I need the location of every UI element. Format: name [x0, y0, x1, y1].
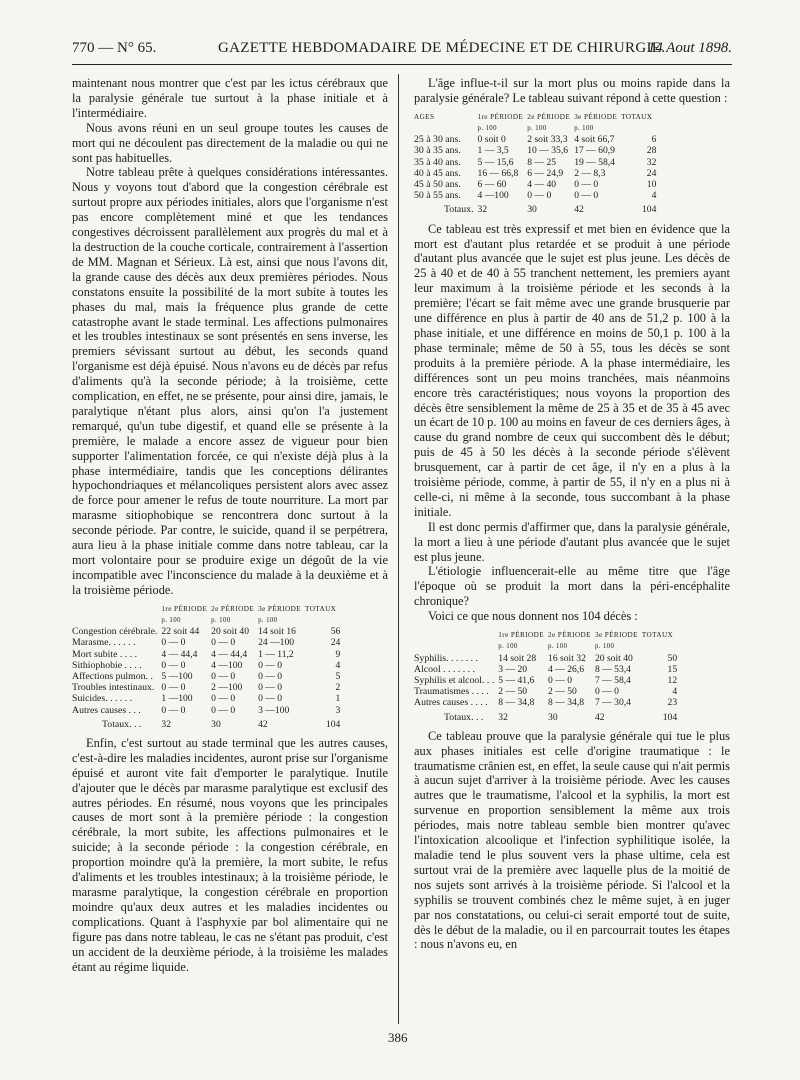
table-cell: 32	[498, 711, 508, 723]
table-cell: 12	[667, 674, 678, 686]
table-header-cell: 1re PÉRIODE	[498, 631, 545, 640]
table-cell: 8 — 25	[527, 156, 557, 168]
table-cell: 5 — 15,6	[477, 156, 514, 168]
table-cell: 2 soit 33,3	[527, 134, 568, 146]
table-total-row	[414, 709, 677, 723]
table-row	[72, 626, 340, 637]
table-cell: 14 soit 16	[258, 626, 296, 638]
table-cell: Autres causes . . .	[72, 704, 141, 716]
table-cell: 42	[258, 718, 268, 730]
table-cell: 4 soit 66,7	[574, 134, 615, 146]
table-cell: 104	[662, 711, 678, 723]
table-cell: 1 — 3,5	[477, 145, 509, 157]
table-cell: 4	[672, 686, 678, 698]
page-number: 386	[388, 1030, 408, 1045]
table-header-cell: 3e PÉRIODE	[594, 631, 638, 640]
table-row	[414, 179, 656, 190]
table-header-cell: 2e PÉRIODE	[527, 112, 571, 121]
table-cell: 50	[667, 652, 678, 664]
table-cell: 5	[335, 670, 341, 682]
table-header-cell	[72, 604, 161, 615]
table-cell: 0 — 0	[258, 693, 283, 705]
table-cell: 4 —100	[477, 190, 509, 202]
table-cell: 0 — 0	[574, 190, 599, 202]
table-cell: 4 — 44,4	[161, 648, 198, 660]
table-cell: Totaux. . .	[444, 711, 484, 723]
table-cell: 28	[646, 145, 657, 157]
etiology-table	[414, 630, 677, 723]
table-header-cell: TOTAUX	[641, 631, 674, 640]
paragraph: L'âge influe-t-il sur la mort plus ou moins rapide dans la paralysie générale? Le tableau suivant répond à cette question :	[414, 76, 730, 105]
table-subheader-cell	[72, 615, 161, 626]
table-cell: 10 — 35,6	[527, 145, 569, 157]
table-cell: 2 — 50	[548, 686, 577, 698]
paragraph: Notre tableau prête à quelques considérations intéressantes. Nous y voyons tout d'abord que la congestion cérébrale est surtout propre aux périodes initiales, alors que l'organisme n'est pas encore complètement miné et que les tendances congestives décroissent parallèlement aux progrès du mal et à la destruction de la couche corticale, contrairement à l'assertion de MM. Magnan et Sérieux. Là est, ainsi que nous l'avons dit, la grande cause des décès aux deux premières périodes. Nous constatons ensuite la possibilité de la mort subite à toutes les phases du mal, mais la fréquence plus grande de cette catastrophe avant le stade terminal. Les affections pulmonaires et les troubles intestinaux se sont présentés en sens inverse, les premiers sévissant surtout au début, les seconds quand l'organisme est déjà épuisé. Nous n'avons eu de décès par refus d'aliments qu'à la seconde période; à la troisième, cette complication, en effet, ne se présente, pour ainsi dire, jamais, le paralytique n'étant plus alors, ainsi qu'on l'a justement remarqué, qu'un tube digestif, et quand elle se présente à la première, le malade a encore assez de vigueur pour bien supporter l'alimentation forcée, ce qui n'existe déjà plus à la phase intermédiaire, tandis que les conceptions délirantes hypochondriaques et mélancoliques persistent alors avec assez de force pour amener le refus de toute nourriture. La mort par marasme sitiophobique se rencontrera donc surtout à la seconde période. Par contre, le suicide, quand il se perpétrera, aura lieu à la phase initiale comme dans notre tableau, car la mort volontaire pour se produire exige un dégoût de la vie incompatible avec l'inconscience du malade à la deuxième et à la troisième période.	[72, 165, 388, 597]
table-row	[72, 671, 340, 682]
table-subheader-cell: p. 100	[258, 616, 278, 624]
table-cell: 24 —100	[258, 637, 295, 649]
table-subheader-cell	[305, 615, 340, 626]
table-subheader-cell: p. 100	[211, 616, 231, 624]
table-row	[72, 693, 340, 704]
table-cell: 8 — 53,4	[594, 663, 631, 675]
table-cell: 0 — 0	[574, 179, 599, 191]
table-cell: 4 —100	[211, 659, 243, 671]
table-cell: 1	[335, 693, 341, 705]
table-cell: 32	[646, 156, 657, 168]
table-cell: 0 — 0	[161, 682, 186, 694]
table-row	[72, 705, 340, 716]
table-header-cell: AGES	[414, 112, 435, 121]
table-cell: 17 — 60,9	[574, 145, 615, 157]
table-total-row	[72, 716, 340, 730]
table-subheader-cell: p. 100	[477, 125, 497, 133]
table-subheader-cell: p. 100	[527, 125, 547, 133]
table-cell: Totaux.	[444, 204, 474, 216]
header-date: 14 Aout 1898.	[647, 40, 732, 56]
table-cell: 42	[574, 204, 584, 216]
table-cell: 2 — 50	[498, 686, 528, 698]
table-cell: 1 — 11,2	[258, 648, 294, 660]
table-cell: 0 — 0	[161, 704, 186, 716]
table-row	[72, 660, 340, 671]
table-cell: 8 — 34,8	[548, 697, 584, 709]
table-cell: 30 à 35 ans.	[414, 145, 461, 157]
table-cell: Affections pulmon. .	[72, 670, 153, 682]
table-cell: 2	[335, 682, 341, 694]
table-subheader-cell	[642, 641, 677, 652]
table-subheader-cell: p. 100	[594, 643, 615, 651]
table-cell: 0 — 0	[258, 670, 283, 682]
paragraph: Voici ce que nous donnent nos 104 décès :	[428, 609, 638, 624]
table-cell: 0 — 0	[548, 674, 572, 686]
table-cell: Mort subite . . . .	[72, 648, 138, 660]
table-row	[414, 686, 677, 697]
table-header-cell: 2e PÉRIODE	[211, 604, 255, 613]
table-subheader-cell: p. 100	[161, 616, 181, 624]
table-cell: 14 soit 28	[498, 652, 537, 664]
table-cell: 56	[330, 626, 341, 638]
header-page-ref: 770 — N° 65.	[72, 40, 157, 56]
table-cell: 8 — 34,8	[498, 697, 535, 709]
table-cell: 104	[325, 718, 341, 730]
table-cell: 23	[667, 697, 678, 709]
table-row	[414, 697, 677, 708]
table-cell: 0 — 0	[161, 659, 186, 671]
table-subheader-cell	[414, 123, 478, 134]
table-cell: Totaux. . .	[102, 718, 142, 730]
table-cell: 4 — 40	[527, 179, 557, 191]
table-cell: 16 soit 32	[548, 652, 586, 664]
table-cell: 32	[477, 204, 488, 216]
right-column	[414, 76, 730, 952]
table-cell: 3 — 20	[498, 663, 528, 675]
table-cell: 0 — 0	[258, 659, 283, 671]
paragraph: maintenant nous montrer que c'est par les ictus cérébraux que la paralysie générale tue surtout à la phase initiale et à l'intermédiaire.	[72, 76, 388, 120]
table-cell: 4	[651, 190, 657, 202]
table-subheader-cell	[414, 641, 498, 652]
table-cell: 0 — 0	[594, 686, 619, 698]
table-row	[72, 682, 340, 693]
table-cell: 0 — 0	[161, 637, 186, 649]
paragraph: Enfin, c'est surtout au stade terminal que les autres causes, c'est-à-dire les maladies incidentes, auront prise sur l'organisme épuisé et auront vite fait d'emporter le paralytique. Inutile d'ajouter que le décès par marasme paralytique est exclusif des autres périodes. En résumé, nous voyons que les principales causes de mort sont à la première période : la congestion cérébrale, la mort subite, les affections pulmonaires et le suicide; à la seconde période : la congestion cérébrale, en proportion moindre qu'à la première, la mort subite, le refus d'aliments et les troubles intestinaux; à la troisième période, le marasme paralytique, la congestion cérébrale en proportion moindre qu'aux deux autres et les maladies incidentes ou complications. Quant à l'asphyxie par bol alimentaire qui ne figure pas dans notre tableau, le cas ne s'étant pas produit, c'est un accident de la deuxième période, à la troisième les malades étant au régime liquide.	[72, 735, 388, 974]
table-cell: Sithiophobie . . . .	[72, 659, 142, 671]
table-cell: 5 — 41,6	[498, 674, 535, 686]
table-cell: 22 soit 44	[161, 626, 200, 638]
table-cell: 6 — 60	[477, 179, 507, 191]
table-cell: 50 à 55 ans.	[414, 190, 461, 202]
table-header-cell: 1re PÉRIODE	[477, 112, 524, 121]
table-cell: Syphilis. . . . . . .	[414, 652, 478, 664]
table-cell: 35 à 40 ans.	[414, 156, 461, 168]
paragraph: Nous avons réuni en un seul groupe toutes les causes de mort qui ne découlent pas directement de la maladie ou qui ne sont pas habituelles.	[72, 120, 388, 165]
table-row	[72, 649, 340, 660]
table-header-cell	[414, 630, 498, 641]
column-divider	[398, 74, 399, 1024]
table-cell: 5 —100	[161, 670, 193, 682]
table-cell: 45 à 50 ans.	[414, 179, 461, 191]
table-cell: Traumatismes . . . .	[414, 686, 489, 698]
table-cell: 16 — 66,8	[477, 167, 519, 179]
table-cell: 32	[161, 718, 172, 730]
table-cell: Alcool . . . . . . .	[414, 663, 475, 675]
table-cell: 10	[646, 179, 657, 191]
table-header-cell: 2e PÉRIODE	[548, 631, 591, 640]
table-cell: 42	[594, 711, 605, 723]
table-cell: 7 — 58,4	[594, 674, 631, 686]
table-cell: 3 —100	[258, 704, 290, 716]
left-column	[72, 76, 388, 974]
table-cell: 30	[548, 711, 558, 723]
table-cell: 4 — 26,6	[548, 663, 584, 675]
table-header-cell: 1re PÉRIODE	[161, 604, 208, 613]
table-cell: 7 — 30,4	[594, 697, 631, 709]
table-cell: 19 — 58,4	[574, 156, 615, 168]
table-cell: 6 — 24,9	[527, 167, 564, 179]
table-header-cell: TOTAUX	[305, 604, 337, 613]
table-cell: 40 à 45 ans.	[414, 167, 461, 179]
table-subheader-cell: p. 100	[548, 643, 568, 651]
table-cell: Troubles intestinaux.	[72, 682, 155, 694]
table-header-cell: 3e PÉRIODE	[258, 604, 302, 613]
table-row	[72, 637, 340, 648]
age-table	[414, 112, 656, 216]
table-cell: Syphilis et alcool. . .	[414, 674, 495, 686]
table-row	[414, 134, 656, 145]
table-cell: Suicides. . . . . .	[72, 693, 133, 705]
table-cell: 2 —100	[211, 682, 243, 694]
table-subheader-cell: p. 100	[574, 125, 594, 133]
table-cell: Marasme. . . . . .	[72, 637, 136, 649]
table-cell: 4 — 44,4	[211, 648, 248, 660]
page-header	[72, 36, 732, 65]
table-cell: 6	[651, 134, 657, 146]
header-journal-title: GAZETTE HEBDOMADAIRE DE MÉDECINE ET DE CHIRURGIE.	[218, 40, 666, 56]
table-cell: 9	[335, 648, 341, 660]
causes-of-death-table	[72, 604, 340, 730]
table-header-cell: 3e PÉRIODE	[574, 112, 618, 121]
table-cell: 0 — 0	[211, 704, 236, 716]
table-cell: 30	[211, 718, 221, 730]
table-row	[414, 664, 677, 675]
table-cell: 20 soit 40	[211, 626, 250, 638]
table-row	[414, 145, 656, 156]
table-row	[414, 157, 656, 168]
table-cell: 0 — 0	[258, 682, 283, 694]
table-row	[414, 675, 677, 686]
table-cell: 0 — 0	[527, 190, 552, 202]
table-cell: 1 —100	[161, 693, 193, 705]
table-cell: 0 soit 0	[477, 134, 506, 146]
table-total-row	[414, 201, 656, 215]
table-cell: 104	[641, 204, 657, 216]
table-cell: 24	[646, 167, 657, 179]
table-cell: 0 — 0	[211, 637, 236, 649]
table-row	[414, 190, 656, 201]
table-cell: 15	[667, 663, 678, 675]
table-cell: 3	[335, 704, 341, 716]
table-cell: 20 soit 40	[594, 652, 633, 664]
paragraph: L'étiologie influencerait-elle au même titre que l'âge l'époque où se produit la mort dans la péri-encéphalite chronique?	[414, 564, 730, 609]
paragraph: Ce tableau est très expressif et met bien en évidence que la mort est d'autant plus retardée et se produit à une période d'autant plus avancée que le sujet est plus jeune. Les décès de 25 à 40 et de 40 à 55 tranchent nettement, les premiers ayant leur maximum à la troisième période et les seconds à la première; l'écart se fait même avec une grande brusquerie par une différence en plus à partir de 40 ans de 51,2 p. 100 à la phase initiale, et une différence en moins de 50,1 p. 100 à la phase terminale; même de 50 à 55, tous les décès se sont produits à la première période. A la phase intermédiaire, les différences sont un peu moins tranchées, mais néanmoins encore très caractéristiques; nous voyons la proportion des décès être sensiblement la même de 25 à 35 et de 35 à 45 avec un écart de 10 p. 100 au moins en faveur de ces derniers âges, à cause du grand nombre de ceux qui succombent dès le début; puis de 45 à 50 les décès à la seconde période s'élèvent brusquement, car à partir de cet âge, il n'y en a plus à la troisième période, comme, à partir de 55, il n'y en a plus ni à celle-ci, ni même à la seconde, tous succombant à la phase initiale.	[414, 221, 730, 519]
table-cell: 2 — 8,3	[574, 167, 606, 179]
table-header-cell: TOTAUX	[621, 112, 653, 121]
table-row	[414, 653, 677, 664]
table-cell: 24	[330, 637, 341, 649]
table-subheader-cell: p. 100	[498, 643, 518, 651]
table-cell: 25 à 30 ans.	[414, 134, 461, 146]
table-cell: 30	[527, 204, 537, 216]
paragraph: Il est donc permis d'affirmer que, dans la paralysie générale, la mort a lieu à une période d'autant plus avancée que le sujet est plus jeune.	[414, 519, 730, 564]
table-row	[414, 168, 656, 179]
paragraph: Ce tableau prouve que la paralysie générale qui tue le plus aux phases initiales est celle d'origine traumatique : le traumatisme crânien est, en effet, la seule cause qui n'ait permis à aucun sujet d'arriver à la troisième période. Avec les causes autres que le traumatisme, l'alcool et la syphilis, la mort est survenue en proportion sensiblement la même aux trois périodes, mais notre tableau semble bien montrer qu'avec l'intoxication alcoolique et l'infection syphilitique isolée, la maladie tend le plus souvent vers la phase ultime, cela est surtout vrai de la première avec laquelle plus de la moitié de nos sujets sont arrivés à la troisième période. Si l'alcool et la syphilis se trouvent combinés chez le même sujet, à en juger par nos constatations, ou celui-ci serait emporté tout de suite, dès le début de la maladie, ou il en parcourrait toutes les étapes : nous n'avons eu, en	[414, 728, 730, 952]
table-cell: Autres causes . . . .	[414, 697, 488, 709]
table-cell: 0 — 0	[211, 693, 236, 705]
table-cell: 4	[335, 659, 341, 671]
table-cell: Congestion cérébrale.	[72, 626, 158, 638]
table-cell: 0 — 0	[211, 670, 236, 682]
table-subheader-cell	[621, 123, 656, 134]
